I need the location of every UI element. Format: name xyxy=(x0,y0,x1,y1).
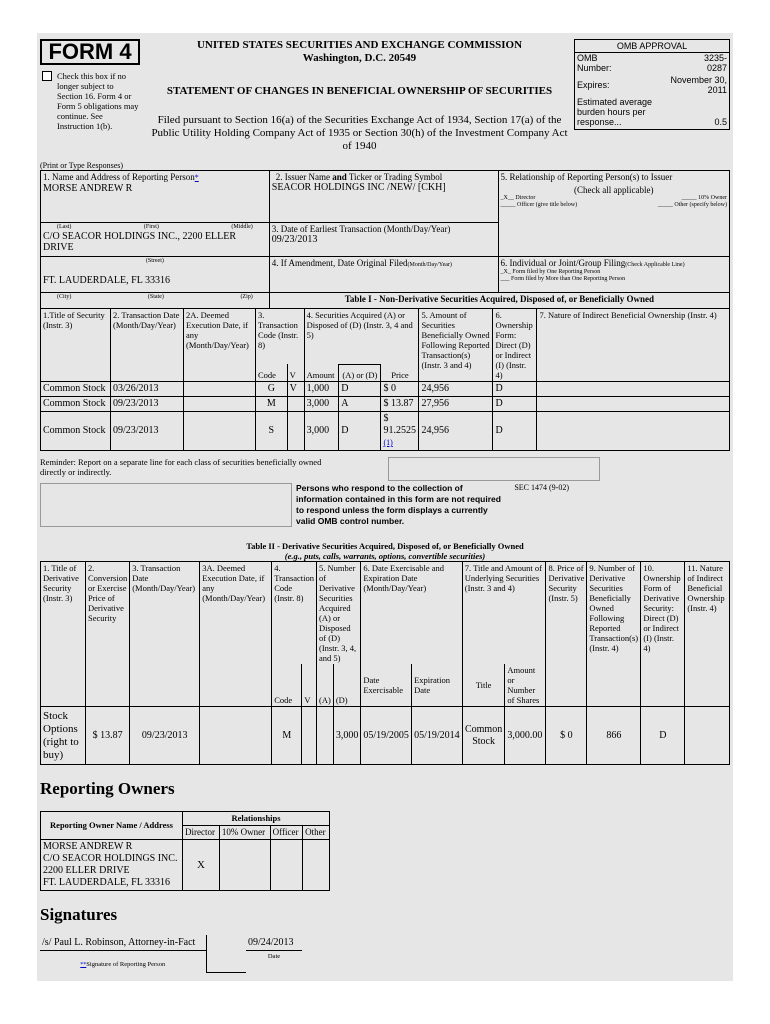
t1-sub-code: Code xyxy=(256,364,288,381)
t1-col-code: 3. Transaction Code (Instr. 8) xyxy=(256,309,305,365)
t1-owned: 24,956 xyxy=(419,382,493,397)
owner-line: C/O SEACOR HOLDINGS INC. xyxy=(43,853,178,864)
t1-price: $ 13.87 xyxy=(381,397,419,412)
t1-form: D xyxy=(493,412,537,451)
t1-nature xyxy=(537,382,730,397)
t2-col-date: 3. Transaction Date (Month/Day/Year) xyxy=(130,562,200,707)
omb-burden-value: 0.5 xyxy=(714,117,727,127)
zip-label: (Zip) xyxy=(240,294,253,300)
t1-price: $ 91.2525 xyxy=(383,413,416,436)
first-label: (First) xyxy=(143,224,159,230)
t1-col-date: 2. Transaction Date (Month/Day/Year) xyxy=(111,309,184,382)
t2-form: D xyxy=(641,707,685,765)
omb-expires-value: November 30, 2011 xyxy=(670,75,727,95)
filing-more-persons: ___ Form filed by More than One Reporting Person xyxy=(500,276,626,282)
t1-v: V xyxy=(287,382,304,397)
table-row xyxy=(41,412,730,451)
box2-label-and: and xyxy=(332,172,347,182)
agency-city: Washington, D.C. 20549 xyxy=(302,52,417,64)
t1-sub-aord: (A) or (D) xyxy=(339,364,381,381)
t2-sub-d: (D) xyxy=(333,664,361,707)
t2-d: 3,000 xyxy=(333,707,361,765)
last-label: (Last) xyxy=(57,224,72,230)
ro-col-10pct: 10% Owner xyxy=(219,826,270,840)
box6-label: 6. Individual or Joint/Group Filing xyxy=(500,258,626,268)
form-title: FORM 4 xyxy=(40,39,140,65)
t2-owned: 866 xyxy=(587,707,641,765)
t1-sub-amount: Amount xyxy=(304,364,339,381)
box5-check-all: (Check all applicable) xyxy=(574,185,654,195)
t1-sub-price: Price xyxy=(381,364,419,381)
table2-subtitle: (e.g., puts, calls, warrants, options, convertible securities) xyxy=(284,551,486,561)
t2-nature xyxy=(685,707,730,765)
signer-name: /s/ Paul L. Robinson, Attorney-in-Fact xyxy=(40,935,206,951)
t1-title: Common Stock xyxy=(41,397,111,412)
signatures-title: Signatures xyxy=(40,905,118,924)
omb-burden-label: Estimated average burden hours per response... xyxy=(577,97,653,127)
t1-aord: A xyxy=(339,397,381,412)
reporting-owners-table xyxy=(40,811,330,891)
reporting-person-grid xyxy=(40,170,730,309)
middle-label: (Middle) xyxy=(231,224,253,230)
signature-footnote-link[interactable]: ** xyxy=(80,962,87,968)
t2-v xyxy=(302,707,317,765)
t2-col-number: 5. Number of Derivative Securities Acquired (A) or Disposed of (D) (Instr. 3, 4, and 5) xyxy=(317,562,361,665)
box4-sub: (Month/Day/Year) xyxy=(407,262,452,268)
t1-col-nature: 7. Nature of Indirect Beneficial Ownership (Instr. 4) xyxy=(537,309,730,382)
t1-sub-v: V xyxy=(287,364,304,381)
t1-code: G xyxy=(256,382,288,397)
earliest-transaction-date: 09/23/2013 xyxy=(271,234,318,245)
t1-deemed xyxy=(184,412,256,451)
reporting-person-address: C/O SEACOR HOLDINGS INC., 2200 ELLER DRIVE xyxy=(43,231,237,253)
t1-col-deemed: 2A. Deemed Execution Date, if any (Month/Day/Year) xyxy=(184,309,256,382)
omb-number-label: OMB Number: xyxy=(577,53,612,73)
ro-relationships: Relationships xyxy=(183,812,330,826)
t1-price-footnote-link[interactable]: (1) xyxy=(383,438,393,447)
t1-owned: 27,956 xyxy=(419,397,493,412)
table1-title: Table I - Non-Derivative Securities Acquired, Disposed of, or Beneficially Owned xyxy=(344,294,655,304)
ro-col-other: Other xyxy=(303,826,330,840)
t2-col-form: 10. Ownership Form of Derivative Security: Direct (D) or Indirect (I) (Instr. 4) xyxy=(641,562,685,707)
t2-col-nature: 11. Nature of Indirect Beneficial Ownership (Instr. 4) xyxy=(685,562,730,707)
filed-pursuant: Filed pursuant to Section 16(a) of the Securities Exchange Act of 1934, Section 17(a) of the Public Utility Holding Company Act of 1935 or Section 30(h) of the Investment Company Act of 1940 xyxy=(151,114,568,152)
owner-line: 2200 ELLER DRIVE xyxy=(43,865,130,876)
date-label: Date xyxy=(267,953,281,960)
t1-v xyxy=(287,412,304,451)
t2-col-underlying: 7. Title and Amount of Underlying Securities (Instr. 3 and 4) xyxy=(462,562,546,665)
table1-non-derivative xyxy=(40,308,730,451)
t2-code: M xyxy=(272,707,302,765)
city-label: (City) xyxy=(57,294,72,300)
t1-col-owned: 5. Amount of Securities Beneficially Owned Following Reported Transaction(s) (Instr. 3 and 4) xyxy=(419,309,493,382)
t2-sub-a: (A) xyxy=(317,664,334,707)
signature-date: 09/24/2013 xyxy=(246,935,302,951)
reminder-text: Reminder: Report on a separate line for each class of securities beneficially owned directly or indirectly. xyxy=(40,457,322,477)
filing-one-person: _X_ Form filed by One Reporting Person xyxy=(500,269,601,275)
t1-nature xyxy=(537,397,730,412)
t1-code: M xyxy=(256,397,288,412)
t1-title: Common Stock xyxy=(41,382,111,397)
t1-col-form: 6. Ownership Form: Direct (D) or Indirect (I) (Instr. 4) xyxy=(493,309,537,382)
omb-expires-label: Expires: xyxy=(577,80,610,90)
t1-aord: D xyxy=(339,412,381,451)
print-type-note: (Print or Type Responses) xyxy=(40,161,124,170)
ro-director-mark: X xyxy=(183,840,220,891)
relationship-officer: _____ Officer (give title below) xyxy=(500,202,578,208)
t2-sub-amount: Amount or Number of Shares xyxy=(505,664,546,707)
box3-label: 3. Date of Earliest Transaction (Month/Day/Year) xyxy=(271,224,451,234)
statement-title: STATEMENT OF CHANGES IN BENEFICIAL OWNERSHIP OF SECURITIES xyxy=(166,85,553,97)
t1-owned: 24,956 xyxy=(419,412,493,451)
reporting-person-name: MORSE ANDREW R xyxy=(43,183,133,194)
omb-title: OMB APPROVAL xyxy=(575,40,729,53)
t2-title: Stock Options (right to buy) xyxy=(41,707,86,765)
agency-name: UNITED STATES SECURITIES AND EXCHANGE COMMISSION xyxy=(196,39,523,51)
persons-notice: Persons who respond to the collection of information contained in this form are not required to respond unless the form displays a currently valid OMB control number. xyxy=(296,483,501,526)
t1-aord: D xyxy=(339,382,381,397)
signature-table xyxy=(40,935,302,973)
omb-number-value: 3235-0287 xyxy=(703,53,727,73)
ro-col-name: Reporting Owner Name / Address xyxy=(41,812,183,840)
form-header xyxy=(40,37,730,159)
t2-sub-v: V xyxy=(302,664,317,707)
t2-col-d-price: 8. Price of Derivative Security (Instr. 5) xyxy=(546,562,587,707)
t2-col-price: 2. Conversion or Exercise Price of Derivative Security xyxy=(86,562,130,707)
ro-col-director: Director xyxy=(183,826,220,840)
t2-d-price: $ 0 xyxy=(546,707,587,765)
relationship-other: _____ Other (specify below) xyxy=(657,202,727,208)
reporting-person-city: FT. LAUDERDALE, FL 33316 xyxy=(43,275,170,286)
t1-amount: 1,000 xyxy=(304,382,339,397)
t2-col-deemed: 3A. Deemed Execution Date, if any (Month/Day/Year) xyxy=(200,562,272,707)
box2-label-a: 2. Issuer Name xyxy=(275,172,333,182)
t1-date: 09/23/2013 xyxy=(111,397,184,412)
t1-form: D xyxy=(493,397,537,412)
t2-sub-date-ex: Date Exercisable xyxy=(361,664,412,707)
checkbox-label: Check this box if no longer subject to Section 16. Form 4 or Form 5 obligations may continue. See Instruction 1(b). xyxy=(57,71,139,131)
state-label: (State) xyxy=(147,294,164,300)
notice-left-box xyxy=(40,483,292,527)
box4-label: 4. If Amendment, Date Original Filed xyxy=(271,258,408,268)
t1-col-acquired: 4. Securities Acquired (A) or Disposed of (D) (Instr. 3, 4 and 5) xyxy=(304,309,419,365)
street-label: (Street) xyxy=(145,258,164,264)
box1-label: 1. Name and Address of Reporting Person xyxy=(43,172,195,182)
table2-title: Table II - Derivative Securities Acquired, Disposed of, or Beneficially Owned xyxy=(246,541,524,551)
t2-exercisable: 05/19/2005 xyxy=(361,707,412,765)
reporting-owners-title: Reporting Owners xyxy=(40,779,175,798)
t2-sub-title: Title xyxy=(462,664,505,707)
box2-label-c: Ticker or Trading Symbol xyxy=(346,172,443,182)
t2-col-code: 4. Transaction Code (Instr. 8) xyxy=(272,562,317,665)
t2-date: 09/23/2013 xyxy=(130,707,200,765)
box5-label: 5. Relationship of Reporting Person(s) to Issuer xyxy=(500,172,673,182)
t2-u-amount: 3,000.00 xyxy=(505,707,546,765)
owner-line: FT. LAUDERDALE, FL 33316 xyxy=(43,877,170,888)
t1-v xyxy=(287,397,304,412)
t1-code: S xyxy=(256,412,288,451)
t2-expiration: 05/19/2014 xyxy=(412,707,463,765)
sec-code: SEC 1474 (9-02) xyxy=(514,483,569,492)
t1-col-title: 1.Title of Security (Instr. 3) xyxy=(41,309,111,382)
t1-date: 03/26/2013 xyxy=(111,382,184,397)
issuer-name: SEACOR HOLDINGS INC /NEW/ [CKH] xyxy=(271,182,446,193)
t1-nature xyxy=(537,412,730,451)
box6-sub: (Check Applicable Line) xyxy=(625,262,685,268)
t1-deemed xyxy=(184,382,256,397)
signature-label: Signature of Reporting Person xyxy=(86,961,166,968)
omb-approval-box xyxy=(574,39,730,130)
t2-u-title: Common Stock xyxy=(462,707,505,765)
no-longer-subject-checkbox[interactable] xyxy=(42,71,52,81)
table-row xyxy=(41,840,330,891)
t2-price: $ 13.87 xyxy=(86,707,130,765)
relationship-10pct: _____ 10% Owner xyxy=(681,195,727,201)
t2-a xyxy=(317,707,334,765)
table-row xyxy=(41,382,730,397)
t2-sub-code: Code xyxy=(272,664,302,707)
t2-deemed xyxy=(200,707,272,765)
reminder-box xyxy=(388,457,600,481)
t2-col-title: 1. Title of Derivative Security (Instr. 3) xyxy=(41,562,86,707)
form-page xyxy=(37,33,733,981)
owner-line: MORSE ANDREW R xyxy=(43,841,133,852)
t2-sub-exp: Expiration Date xyxy=(412,664,463,707)
t2-col-owned: 9. Number of Derivative Securities Beneficially Owned Following Reported Transaction(s) (Instr. 4) xyxy=(587,562,641,707)
table-row xyxy=(41,397,730,412)
t1-amount: 3,000 xyxy=(304,397,339,412)
t2-col-exercisable: 6. Date Exercisable and Expiration Date (Month/Day/Year) xyxy=(361,562,462,665)
table2-derivative xyxy=(40,561,730,765)
t1-amount: 3,000 xyxy=(304,412,339,451)
t1-title: Common Stock xyxy=(41,412,111,451)
ro-col-officer: Officer xyxy=(270,826,302,840)
box1-footnote-link[interactable]: * xyxy=(194,173,199,182)
t1-form: D xyxy=(493,382,537,397)
t1-price: $ 0 xyxy=(381,382,419,397)
t1-deemed xyxy=(184,397,256,412)
t1-date: 09/23/2013 xyxy=(111,412,184,451)
relationship-director: _X__ Director xyxy=(500,195,536,201)
table-row xyxy=(41,707,730,765)
